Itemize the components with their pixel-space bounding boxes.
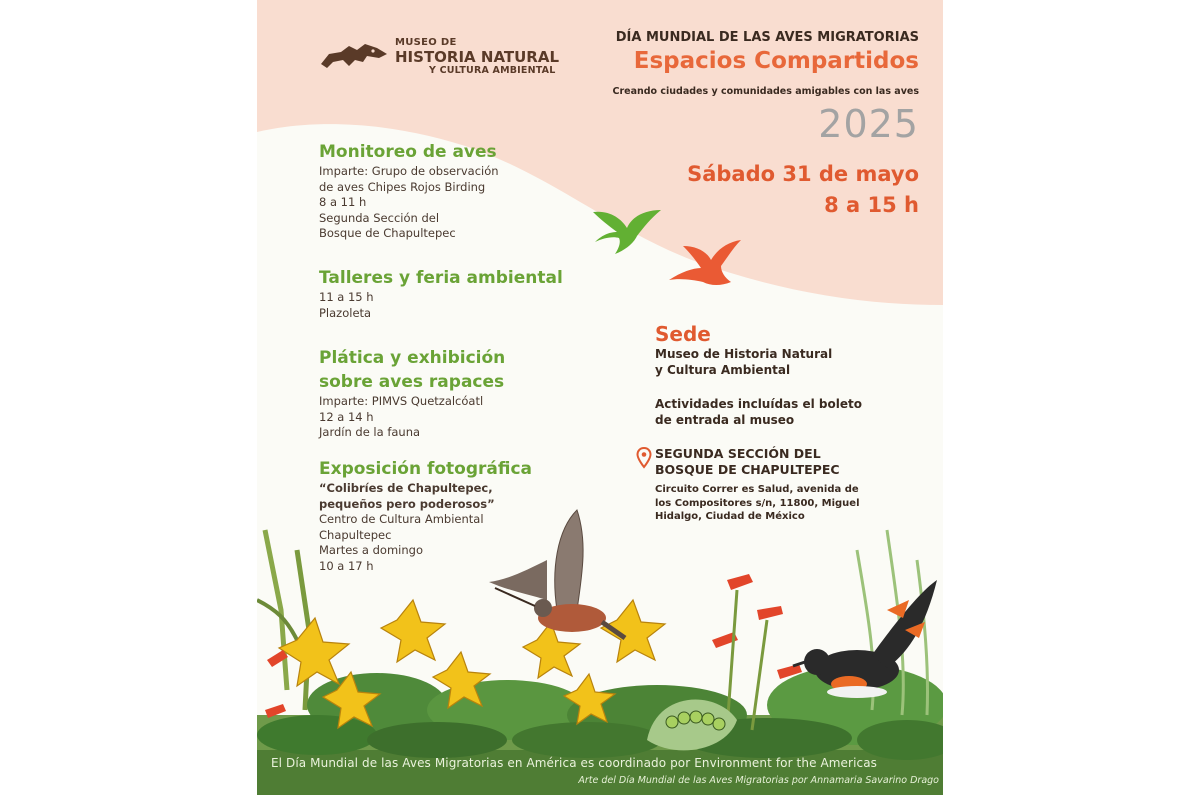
event-line: Centro de Cultura Ambiental xyxy=(319,512,484,526)
venue-name xyxy=(655,346,832,378)
event-title: Plática y exhibición xyxy=(319,348,506,368)
location-line: BOSQUE DE CHAPULTEPEC xyxy=(655,462,840,477)
address-line: Circuito Correr es Salud, avenida de xyxy=(655,484,859,495)
event-line: de aves Chipes Rojos Birding xyxy=(319,179,486,194)
event-title: Monitoreo de aves xyxy=(319,142,497,162)
event-line: Segunda Sección del xyxy=(319,210,440,225)
event-title: sobre aves rapaces xyxy=(319,372,505,392)
venue-location xyxy=(655,446,840,478)
event-title: Talleres y feria ambiental xyxy=(319,268,563,288)
venue-name-line: Museo de Historia Natural xyxy=(655,347,833,361)
exhibition-name: “Colibríes de Chapultepec, xyxy=(319,481,493,495)
year: 2025 xyxy=(818,102,919,146)
event-line: 8 a 11 h xyxy=(319,195,367,209)
event-name: DÍA MUNDIAL DE LAS AVES MIGRATORIAS xyxy=(615,30,919,45)
address-line: los Compositores s/n, 11800, Miguel xyxy=(655,497,860,509)
event-line: Imparte: Grupo de observación xyxy=(319,164,499,178)
event-line: 11 a 15 h xyxy=(319,290,374,304)
venue-name-line: y Cultura Ambiental xyxy=(655,363,791,377)
event-date: Sábado 31 de mayo xyxy=(687,162,919,186)
event-line: Jardín de la fauna xyxy=(319,425,421,439)
art-credit: Arte del Día Mundial de las Aves Migratorias por Annamaria Savarino Drago xyxy=(578,775,939,786)
event-line: Imparte: PIMVS Quetzalcóatl xyxy=(319,394,484,408)
event-line: Martes a domingo xyxy=(319,543,423,557)
event-workshops[interactable] xyxy=(319,266,589,321)
event-raptors-talk[interactable] xyxy=(319,346,589,441)
venue-note-line: Actividades incluídas el boleto xyxy=(655,397,862,411)
poster xyxy=(257,0,943,795)
logo-line-2: HISTORIA NATURAL xyxy=(395,48,560,66)
event-title: Exposición fotográfica xyxy=(319,459,533,479)
event-line: Chapultepec xyxy=(319,527,392,542)
exhibition-name: pequeños pero poderosos” xyxy=(319,496,495,511)
event-bird-monitoring[interactable] xyxy=(319,140,589,242)
botanical-illustration xyxy=(257,490,943,795)
red-bird-icon xyxy=(669,240,741,285)
subtitle: Creando ciudades y comunidades amigables con las aves xyxy=(612,86,919,97)
event-line: 12 a 14 h xyxy=(319,409,374,424)
venue-note-line: de entrada al museo xyxy=(655,413,795,427)
location-pin-icon[interactable] xyxy=(636,447,652,469)
event-line: Bosque de Chapultepec xyxy=(319,226,456,240)
footer-credit: El Día Mundial de las Aves Migratorias en América es coordinado por Environment for the Americas xyxy=(271,756,878,770)
logo-line-3: Y CULTURA AMBIENTAL xyxy=(429,65,556,76)
logo-line-1: MUSEO DE xyxy=(395,37,457,48)
hummingbird-illustration xyxy=(489,510,625,638)
museum-logo xyxy=(319,36,569,76)
venue-note xyxy=(655,396,862,428)
event-time: 8 a 15 h xyxy=(824,193,919,217)
event-line: Plazoleta xyxy=(319,305,372,320)
event-line: 10 a 17 h xyxy=(319,558,374,573)
green-bird-icon xyxy=(591,204,663,256)
location-line: SEGUNDA SECCIÓN DEL xyxy=(655,446,821,461)
venue-title: Sede xyxy=(655,322,711,346)
address-line: Hidalgo, Ciudad de México xyxy=(655,511,805,522)
museum-logo-icon xyxy=(319,40,389,70)
page-title: Espacios Compartidos xyxy=(633,48,919,74)
